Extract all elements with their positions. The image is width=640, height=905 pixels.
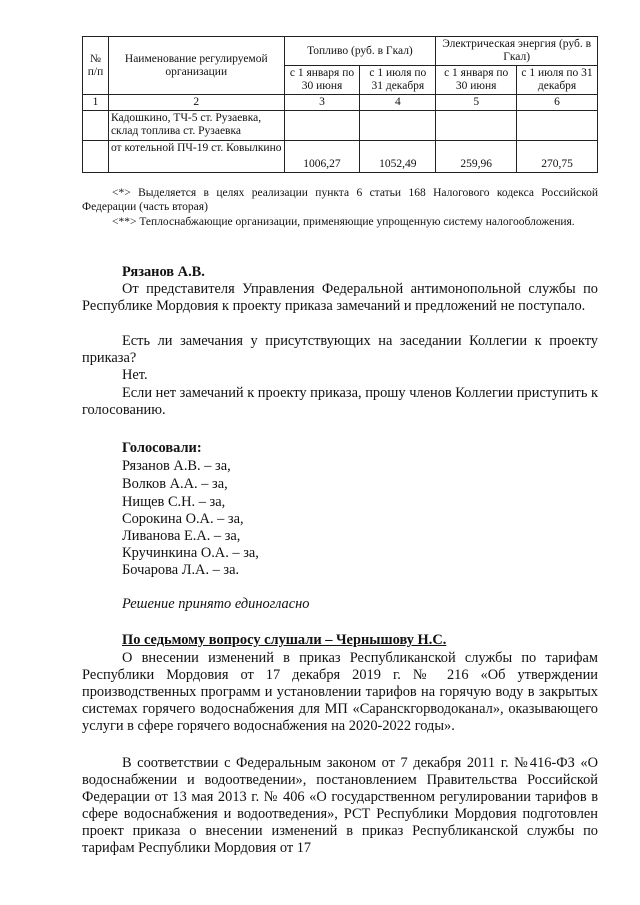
row-value: 1006,27 bbox=[284, 141, 360, 173]
vote-title: Голосовали: bbox=[122, 440, 202, 456]
header-fuel: Топливо (руб. в Гкал) bbox=[284, 37, 436, 66]
colnum: 2 bbox=[108, 95, 284, 111]
row-value bbox=[517, 111, 598, 141]
vote-item: Кручинкина О.А. – за, bbox=[122, 545, 259, 561]
vote-item: Бочарова Л.А. – за. bbox=[122, 562, 240, 578]
paragraph-3: Нет. bbox=[122, 367, 148, 383]
colnum: 5 bbox=[436, 95, 517, 111]
speaker-name: Рязанов А.В. bbox=[122, 264, 205, 280]
colnum: 6 bbox=[517, 95, 598, 111]
paragraph-2: Есть ли замечания у присутствующих на заседании Коллегии к проекту приказа? bbox=[82, 333, 598, 366]
vote-item: Волков А.А. – за, bbox=[122, 476, 228, 492]
colnum: 3 bbox=[284, 95, 360, 111]
tariff-table bbox=[82, 36, 598, 173]
row-value bbox=[284, 111, 360, 141]
row-value bbox=[436, 111, 517, 141]
header-electricity: Электрическая энергия (руб. в Гкал) bbox=[436, 37, 598, 66]
table-colnum-row bbox=[83, 95, 598, 111]
row-name: Кадошкино, ТЧ-5 ст. Рузаевка, склад топлива ст. Рузаевка bbox=[108, 111, 284, 141]
paragraph-4: Если нет замечаний к проекту приказа, прошу членов Коллегии приступить к голосованию. bbox=[82, 385, 598, 418]
vote-item: Рязанов А.В. – за, bbox=[122, 458, 231, 474]
row-num bbox=[83, 141, 109, 173]
row-value: 1052,49 bbox=[360, 141, 436, 173]
header-num: № п/п bbox=[83, 37, 109, 95]
question-text: О внесении изменений в приказ Республиканской службы по тарифам Республики Мордовия от 17 декабря 2019 г. № 216 «Об утверждении производственных программ и установлении тарифов на горячую воду в закрытых системах горячего водоснабжения для МП «Саранскгорводоканал», оказывающего услуги в сфере горячего водоснабжения на 2020-2022 годы». bbox=[82, 650, 598, 734]
vote-item: Нищев С.Н. – за, bbox=[122, 494, 226, 510]
header-period-2: с 1 июля по 31 декабря bbox=[360, 66, 436, 95]
row-value: 259,96 bbox=[436, 141, 517, 173]
table-row bbox=[83, 111, 598, 141]
question-body: В соответствии с Федеральным законом от 7 декабря 2011 г. №416-ФЗ «О водоснабжении и водоотведении», постановлением Правительства Российской Федерации от 13 мая 2013 г. № 406 «О государственном регулировании тарифов в сфере водоснабжения и водоотведения», РСТ Республики Мордовия подготовлен проект приказа о внесении изменений в приказ Республиканской службы по тарифам Республики Мордовия от 17 bbox=[82, 755, 598, 856]
header-period-3: с 1 января по 30 июня bbox=[436, 66, 517, 95]
table-header-row bbox=[83, 37, 598, 66]
row-value: 270,75 bbox=[517, 141, 598, 173]
decision-text: Решение принято единогласно bbox=[122, 596, 310, 612]
header-period-4: с 1 июля по 31 декабря bbox=[517, 66, 598, 95]
colnum: 4 bbox=[360, 95, 436, 111]
row-num bbox=[83, 111, 109, 141]
vote-item: Сорокина О.А. – за, bbox=[122, 511, 244, 527]
header-period-1: с 1 января по 30 июня bbox=[284, 66, 360, 95]
footnote-1: <*> Выделяется в целях реализации пункта 6 статьи 168 Налогового кодекса Российской Федерации (часть вторая) bbox=[82, 187, 598, 213]
header-org: Наименование регулируемой организации bbox=[108, 37, 284, 95]
paragraph-1: От представителя Управления Федеральной антимонопольной службы по Республике Мордовия к проекту приказа замечаний и предложений не поступало. bbox=[82, 281, 598, 314]
table-row bbox=[83, 141, 598, 173]
row-name: от котельной ПЧ-19 ст. Ковылкино bbox=[108, 141, 284, 173]
footnote-2: <**> Теплоснабжающие организации, применяющие упрощенную систему налогообложения. bbox=[112, 216, 575, 228]
row-value bbox=[360, 111, 436, 141]
question-heading: По седьмому вопросу слушали – Чернышову Н.С. bbox=[122, 632, 447, 648]
colnum: 1 bbox=[83, 95, 109, 111]
vote-item: Ливанова Е.А. – за, bbox=[122, 528, 241, 544]
